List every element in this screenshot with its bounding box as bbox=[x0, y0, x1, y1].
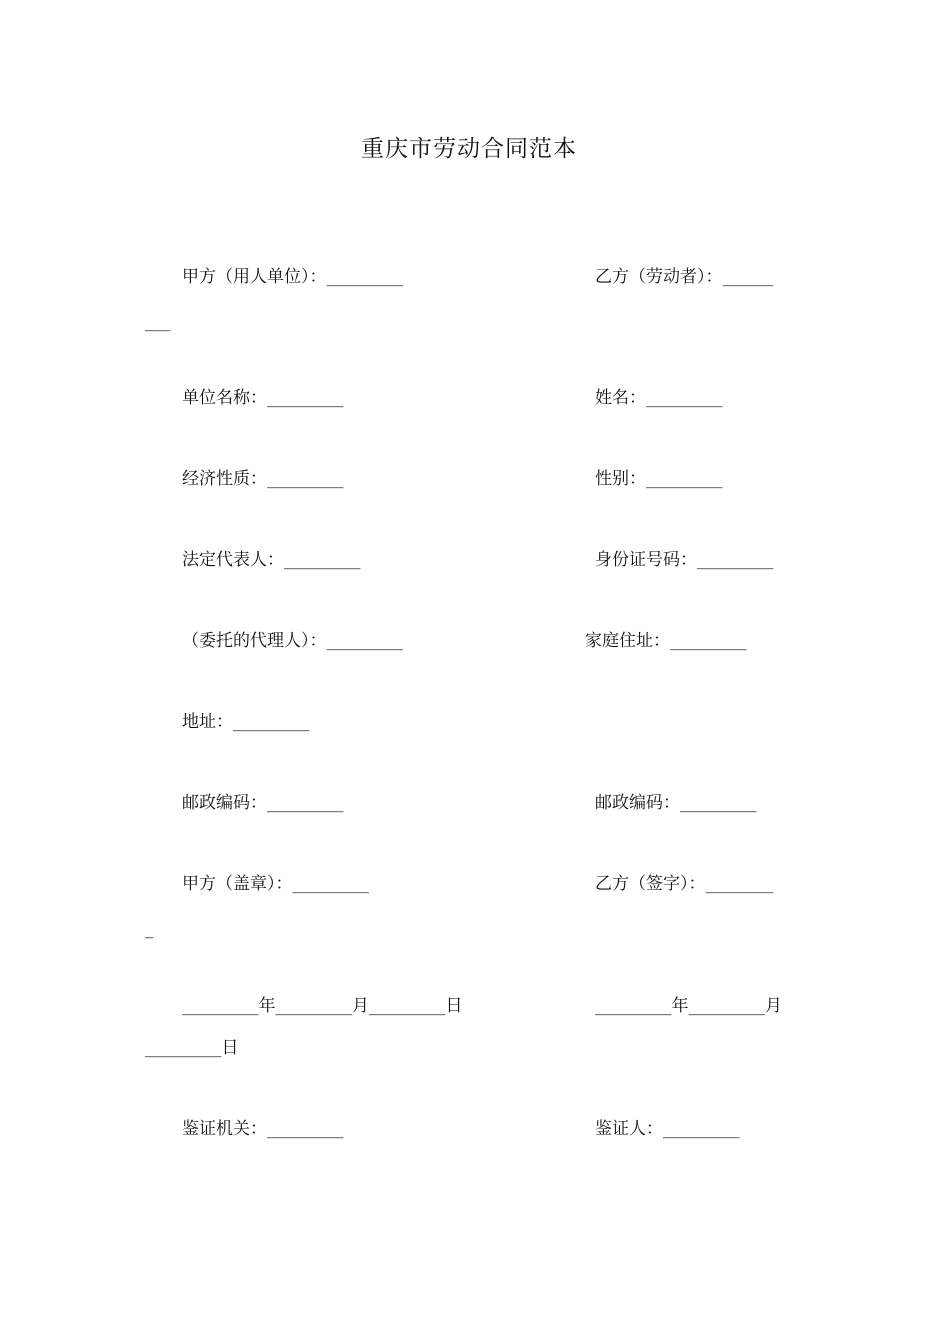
gender-field: 性别：_________ bbox=[595, 469, 723, 489]
party-b-signature-field: 乙方（签字）：________ bbox=[595, 874, 774, 894]
party-b-header-continuation: ___ bbox=[145, 312, 171, 332]
economic-nature-field: 经济性质：_________ bbox=[182, 469, 344, 489]
party-b-signature-continuation: _ bbox=[145, 919, 154, 939]
id-number-field: 身份证号码：_________ bbox=[595, 550, 774, 570]
home-address-field: 家庭住址：_________ bbox=[585, 631, 747, 651]
unit-name-field: 单位名称：_________ bbox=[182, 388, 344, 408]
party-b-header: 乙方（劳动者）：______ bbox=[595, 267, 774, 287]
document-title: 重庆市劳动合同范本 bbox=[361, 136, 577, 162]
date-b-continuation: _________日 bbox=[145, 1038, 239, 1058]
date-b-line: _________年_________月 bbox=[595, 996, 782, 1016]
party-a-seal-field: 甲方（盖章）：_________ bbox=[182, 874, 369, 894]
postcode-b-field: 邮政编码：_________ bbox=[595, 793, 757, 813]
verification-organ-field: 鉴证机关：_________ bbox=[182, 1119, 344, 1139]
agent-field: （委托的代理人）：_________ bbox=[182, 631, 403, 651]
legal-representative-field: 法定代表人：_________ bbox=[182, 550, 361, 570]
address-field: 地址：_________ bbox=[182, 712, 310, 732]
verifier-field: 鉴证人：_________ bbox=[595, 1119, 740, 1139]
party-a-header: 甲方（用人单位）：_________ bbox=[182, 267, 403, 287]
postcode-a-field: 邮政编码：_________ bbox=[182, 793, 344, 813]
name-field: 姓名：_________ bbox=[595, 388, 723, 408]
date-a-line: _________年_________月_________日 bbox=[182, 996, 463, 1016]
